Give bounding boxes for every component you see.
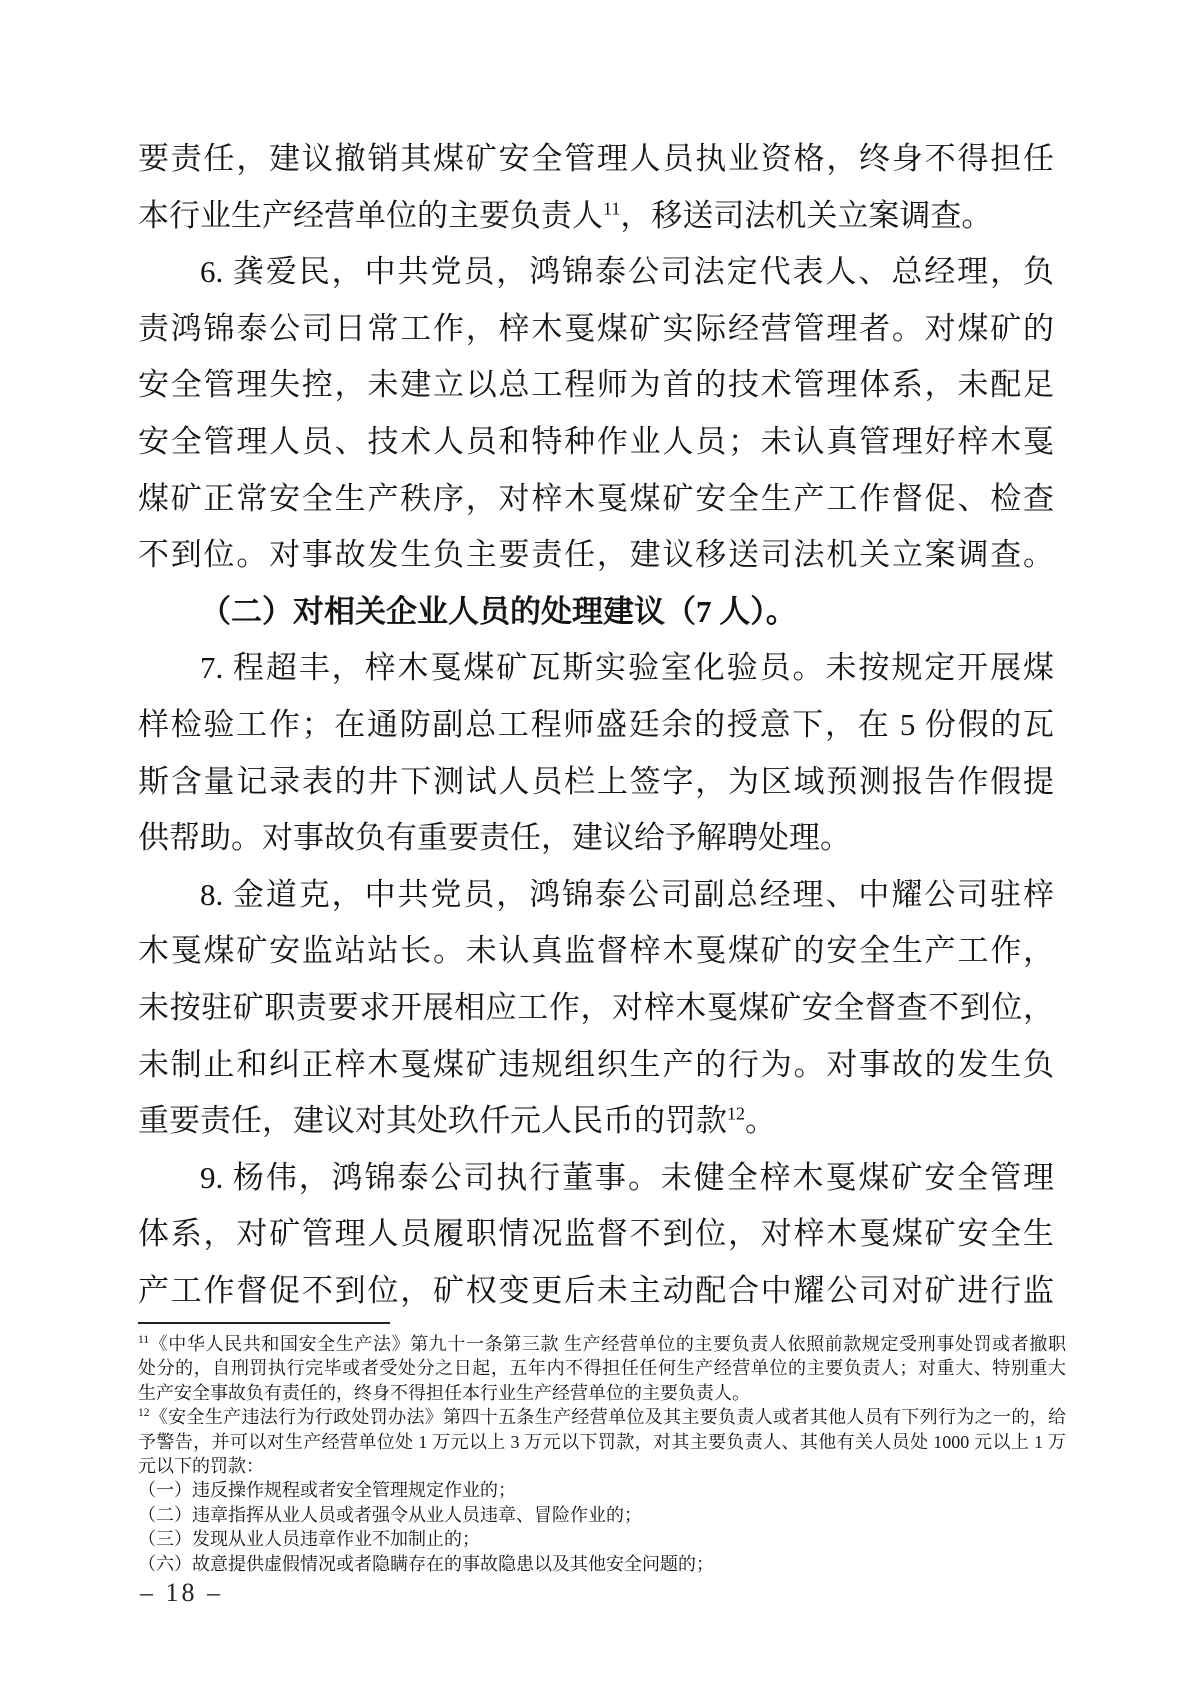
footnote-line: （六）故意提供虚假情况或者隐瞒存在的事故隐患以及其他安全问题的； [138, 1553, 714, 1574]
body-line: 未制止和纠正梓木戛煤矿违规组织生产的行为。对事故的发生负 [138, 1046, 1054, 1082]
footnote-line: （二）违章指挥从业人员或者强令从业人员违章、冒险作业的； [138, 1504, 642, 1525]
footnote-line: 生产安全事故负有责任的，终身不得担任本行业生产经营单位的主要负责人。 [138, 1382, 750, 1403]
body-line: 7. 程超丰，梓木戛煤矿瓦斯实验室化验员。未按规定开展煤 [200, 650, 1054, 686]
body-line: 体系，对矿管理人员履职情况监督不到位，对梓木戛煤矿安全生 [138, 1216, 1054, 1252]
body-line: 重要责任，建议对其处玖仟元人民币的罚款$^{12}$。 [138, 1103, 776, 1139]
footnote-line: 元以下的罚款： [138, 1455, 264, 1476]
footnote-line: 处分的，自刑罚执行完毕或者受处分之日起，五年内不得担任任何生产经营单位的主要负责人；对重大、特别重大 [138, 1358, 1066, 1379]
body-line: 本行业生产经营单位的主要负责人$^{11}$，移送司法机关立案调查。 [138, 197, 993, 233]
body-line: 未按驻矿职责要求开展相应工作，对梓木戛煤矿安全督查不到位， [138, 989, 1054, 1025]
section-heading: （二）对相关企业人员的处理建议（7 人）。 [200, 593, 797, 629]
page-number: – 18 – [140, 1578, 223, 1607]
body-line: 要责任，建议撤销其煤矿安全管理人员执业资格，终身不得担任 [138, 141, 1054, 176]
body-text [138, 131, 1054, 1319]
body-line: 责鸿锦泰公司日常工作，梓木戛煤矿实际经营管理者。对煤矿的 [138, 310, 1054, 346]
footnote-ref: 11 [603, 198, 621, 219]
body-line: 不到位。对事故发生负主要责任，建议移送司法机关立案调查。 [138, 537, 1054, 573]
footnote-line: （一）违反操作规程或者安全管理规定作业的； [138, 1480, 516, 1501]
body-line: 煤矿正常安全生产秩序，对梓木戛煤矿安全生产工作督促、检查 [138, 480, 1054, 516]
body-line: 安全管理失控，未建立以总工程师为首的技术管理体系，未配足 [138, 367, 1054, 403]
body-line: 供帮助。对事故负有重要责任，建议给予解聘处理。 [138, 820, 851, 856]
footnote-ref: 12 [727, 1103, 745, 1124]
body-line: 9. 杨伟，鸿锦泰公司执行董事。未健全梓木戛煤矿安全管理 [200, 1159, 1054, 1195]
body-line: 木戛煤矿安监站站长。未认真监督梓木戛煤矿的安全生产工作， [138, 933, 1054, 969]
body-line: 样检验工作；在通防副总工程师盛廷余的授意下，在 5 份假的瓦 [138, 706, 1054, 742]
footnote-separator [138, 1322, 390, 1324]
footnote-ref: 12 [138, 1407, 150, 1420]
body-line: 8. 金道克，中共党员，鸿锦泰公司副总经理、中耀公司驻梓 [200, 876, 1054, 912]
footnote-line: （三）发现从业人员违章作业不加制止的； [138, 1529, 480, 1550]
footnotes [138, 1332, 1066, 1576]
footnote-line: 予警告，并可以对生产经营单位处 1 万元以上 3 万元以下罚款，对其主要负责人、其他有关人员处 1000 元以上 1 万 [138, 1431, 1066, 1452]
body-line: 安全管理人员、技术人员和特种作业人员；未认真管理好梓木戛 [138, 423, 1054, 459]
footnote-ref: 11 [138, 1334, 150, 1346]
body-line: 斯含量记录表的井下测试人员栏上签字，为区域预测报告作假提 [138, 763, 1054, 799]
footnote-line: $^{11}$《中华人民共和国安全生产法》第九十一条第三款 生产经营单位的主要负责人依照前款规定受刑事处罚或者撤职 [138, 1334, 1066, 1354]
footnote-line: $^{12}$《安全生产违法行为行政处罚办法》第四十五条生产经营单位及其主要负责人或者其他人员有下列行为之一的，给 [138, 1407, 1066, 1428]
body-line: 产工作督促不到位，矿权变更后未主动配合中耀公司对矿进行监 [138, 1272, 1054, 1308]
body-line: 6. 龚爱民，中共党员，鸿锦泰公司法定代表人、总经理，负 [200, 254, 1054, 290]
